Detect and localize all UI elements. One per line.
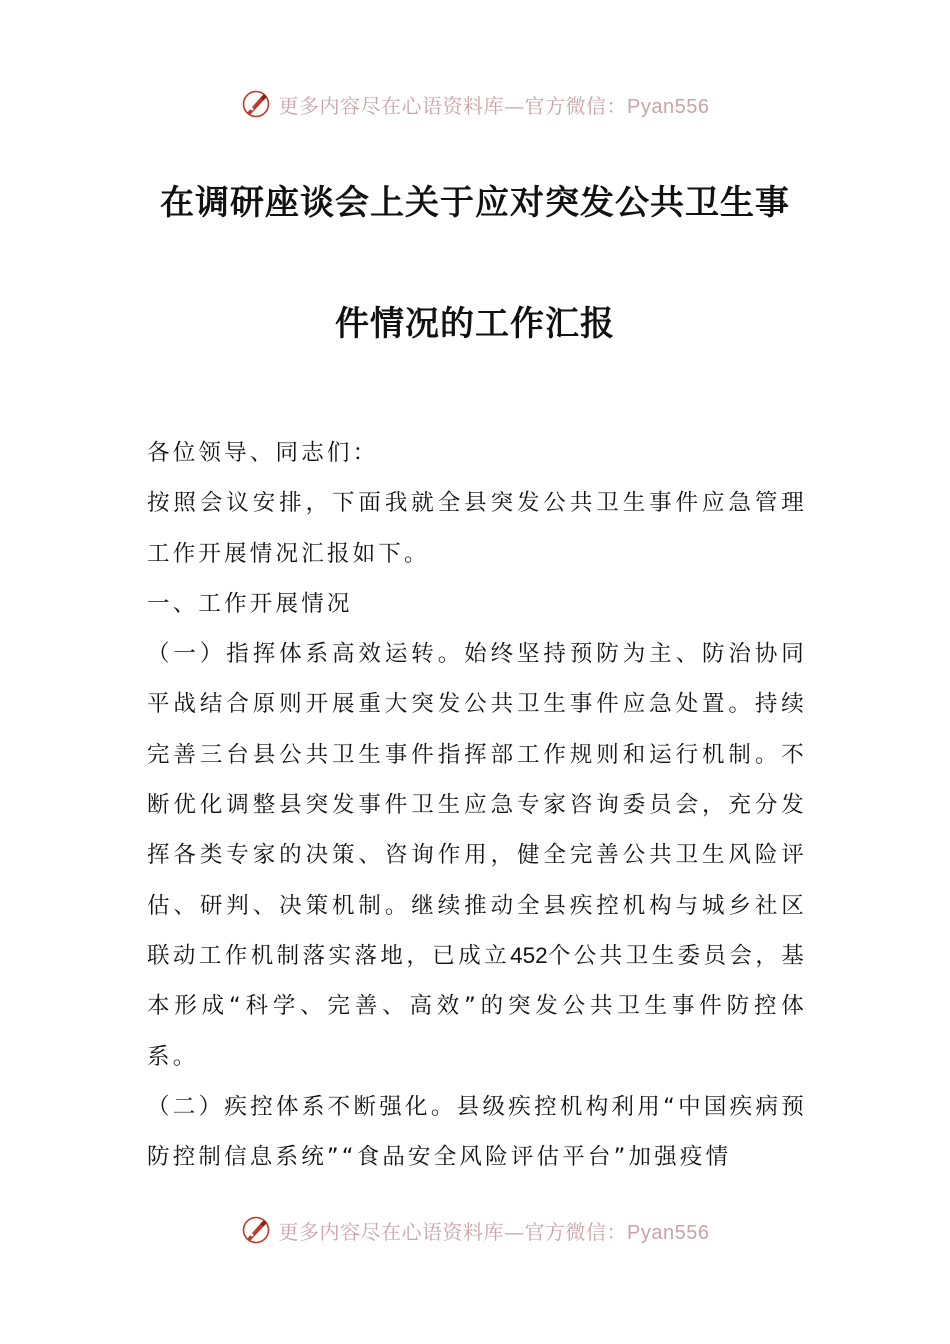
pen-nib-logo-icon xyxy=(241,89,271,119)
section-heading: 一、工作开展情况 xyxy=(147,590,353,617)
footer-watermark-banner xyxy=(0,1210,950,1250)
pen-nib-logo-icon xyxy=(241,1215,271,1245)
watermark-text: 更多内容尽在心语资料库—官方微信：Pyan556 xyxy=(278,1219,710,1244)
paragraph-command-system: （一）指挥体系高效运转。始终坚持预防为主、防治协同平战结合原则开展重大突发公共卫生事件应急处置。持续完善三台县公共卫生事件指挥部工作规则和运行机制。不断优化调整县突发事件卫生应急专家咨询委员会，充分发挥各类专家的决策、咨询作用，健全完善公共卫生风险评估、研判、决策机制。继续推动全县疾控机构与城乡社区联动工作机制落实落地，已成立452个公共卫生委员会，基本形成“科学、完善、高效”的突发公共卫生事件防控体系。 xyxy=(147,641,807,1070)
document-title-line-1: 在调研座谈会上关于应对突发公共卫生事 xyxy=(160,183,790,223)
salutation: 各位领导、同志们： xyxy=(147,440,379,466)
paragraph-disease-control: （二）疾控体系不断强化。县级疾控机构利用“中国疾病预防控制信息系统”“食品安全风险评估平台”加强疫情 xyxy=(147,1093,807,1171)
document-title-line-2: 件情况的工作汇报 xyxy=(335,304,615,344)
intro-paragraph: 按照会议安排，下面我就全县突发公共卫生事件应急管理工作开展情况汇报如下。 xyxy=(147,490,807,567)
committee-count: 452 xyxy=(510,942,548,968)
header-watermark-banner xyxy=(0,84,950,124)
watermark-text: 更多内容尽在心语资料库—官方微信：Pyan556 xyxy=(278,93,710,118)
document-body xyxy=(147,428,807,1182)
